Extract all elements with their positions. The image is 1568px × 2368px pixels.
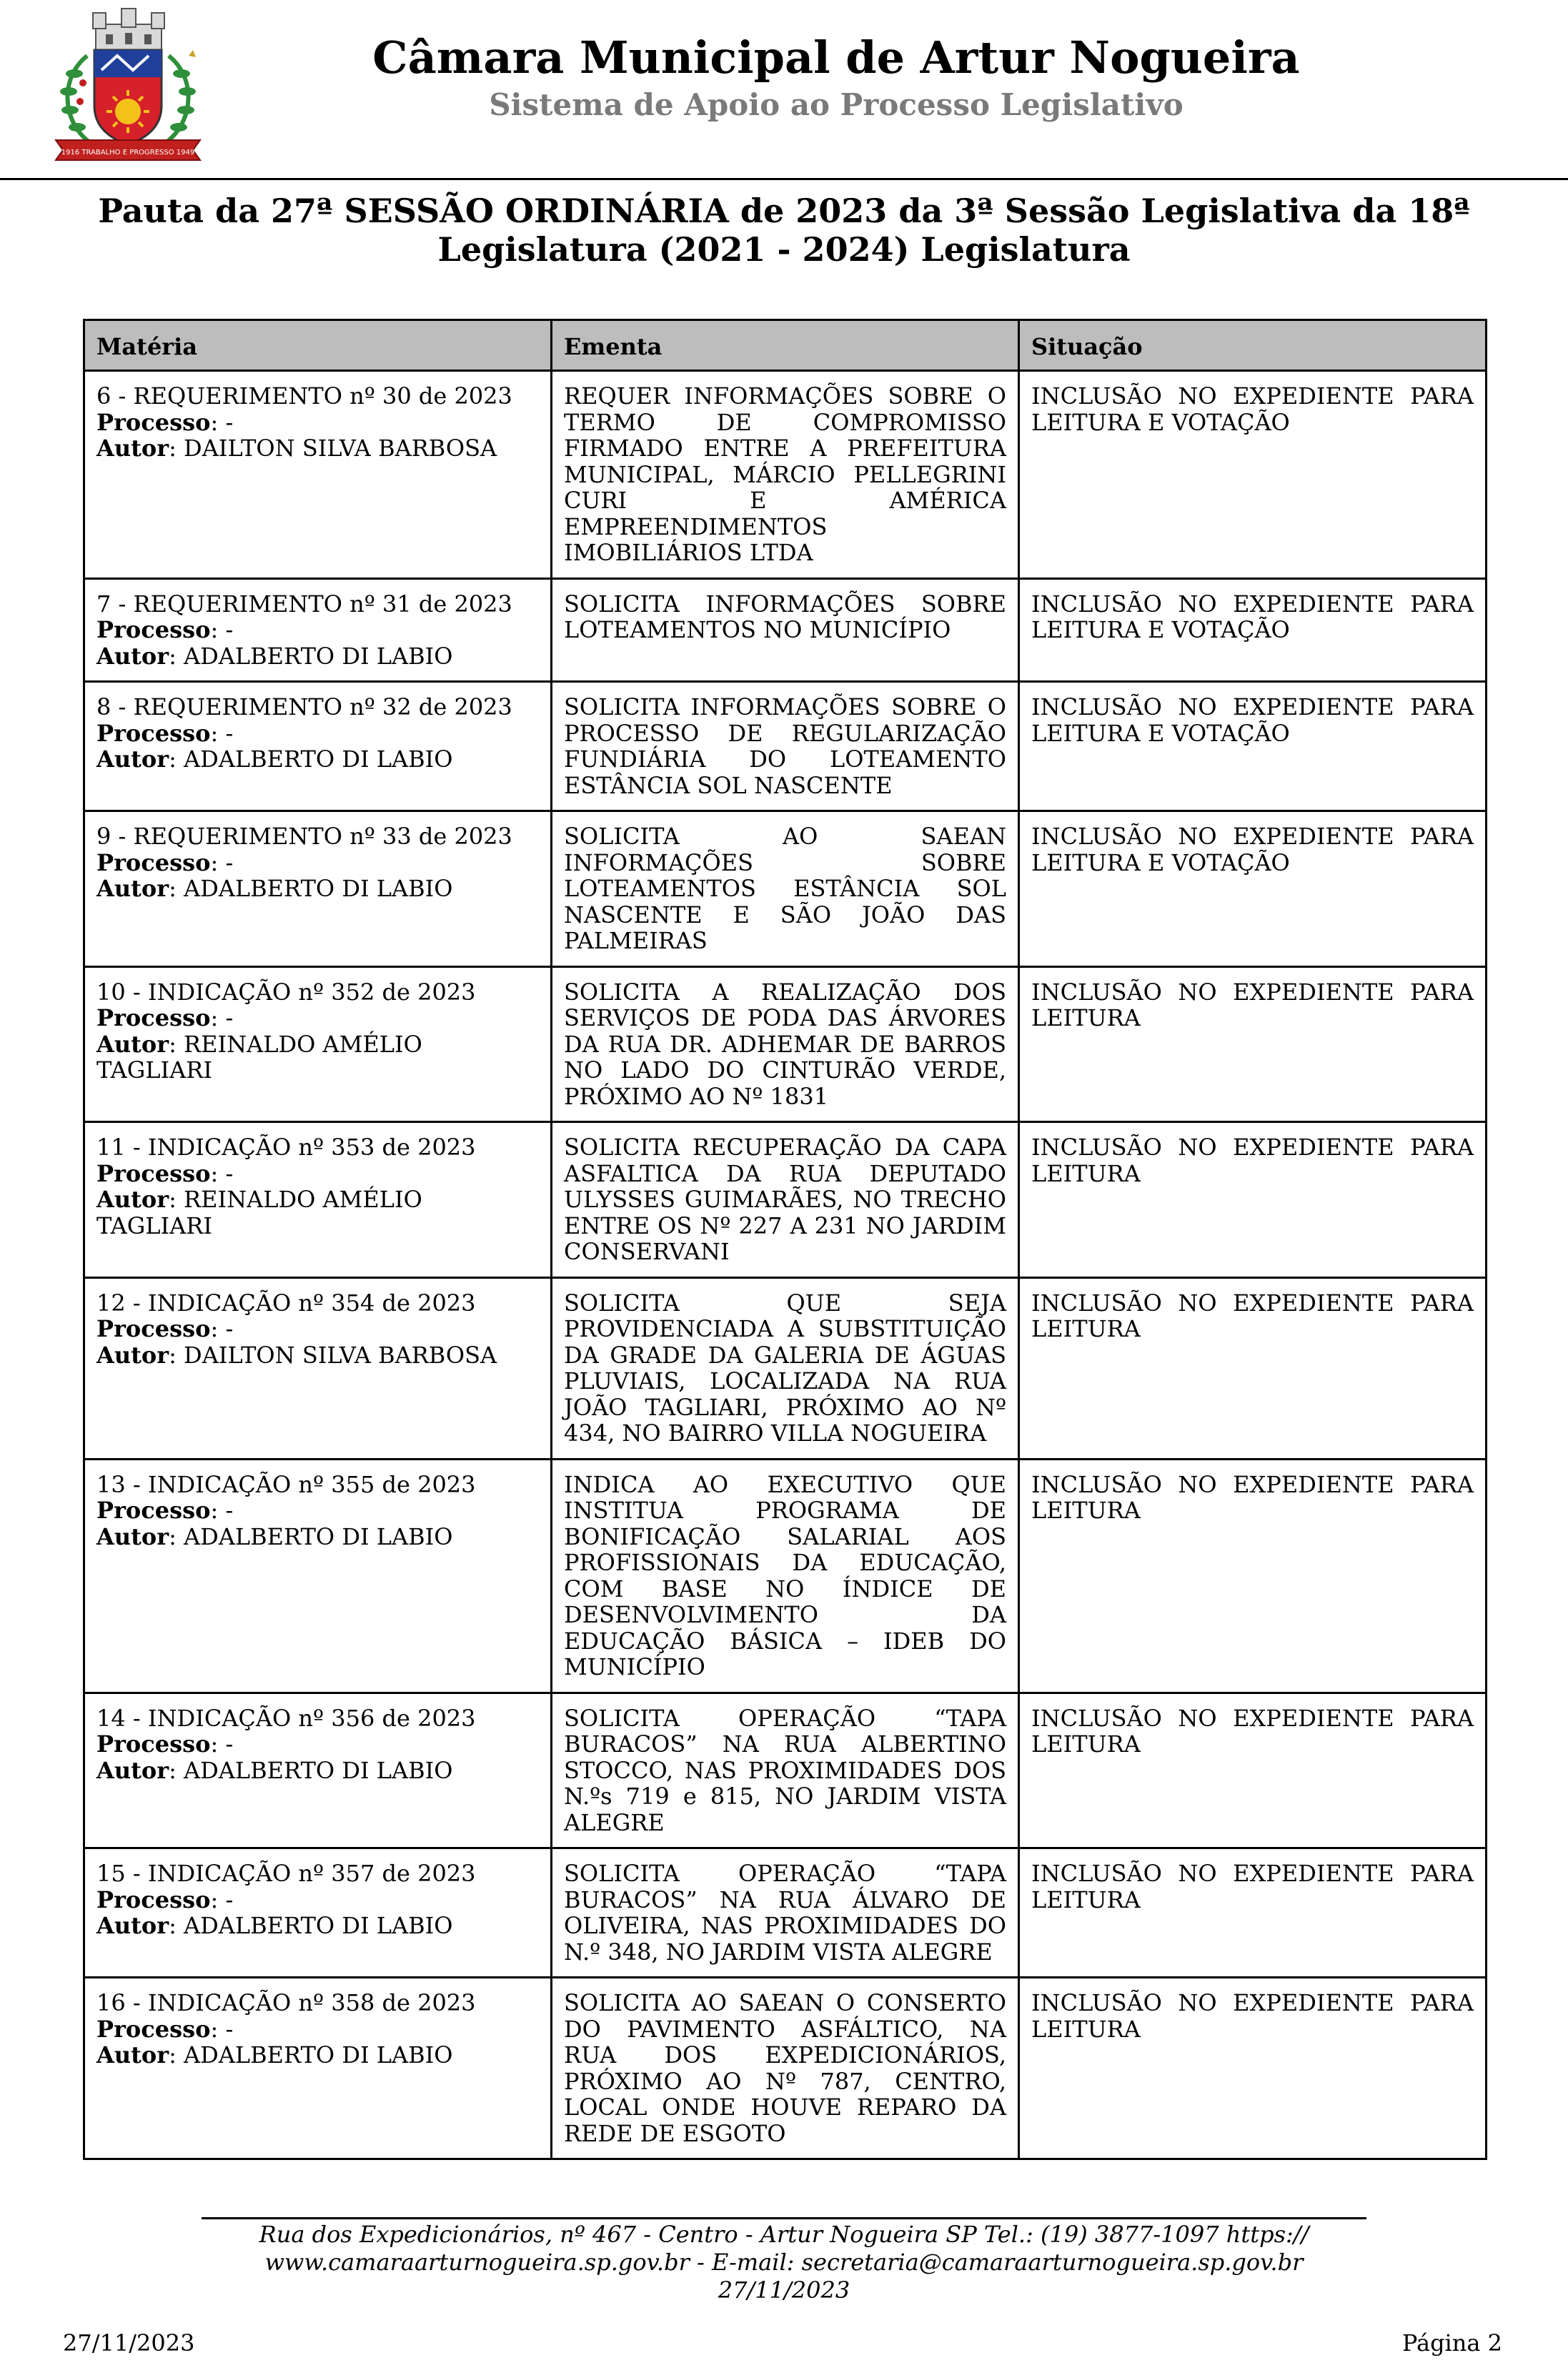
ementa-cell: SOLICITA INFORMAÇÕES SOBRE LOTEAMENTOS NO MUNICÍPIO [552,578,1019,682]
autor-value: : REINALDO AMÉLIO TAGLIARI [96,1030,422,1084]
situacao-cell: INCLUSÃO NO EXPEDIENTE PARA LEITURA E VOTAÇÃO [1019,811,1487,967]
autor-line [96,876,539,902]
processo-line [96,850,539,876]
table-row [84,578,1487,682]
processo-line [96,1316,539,1342]
ementa-cell: SOLICITA QUE SEJA PROVIDENCIADA A SUBSTITUIÇÃO DA GRADE DA GALERIA DE ÁGUAS PLUVIAIS, LOCALIZADA NA RUA JOÃO TAGLIARI, PRÓXIMO AO Nº 434, NO BAIRRO VILLA NOGUEIRA [552,1277,1019,1459]
footer-address: Rua dos Expedicionários, nº 467 - Centro - Artur Nogueira SP Tel.: (19) 3877-1097 https:// [259,2221,1309,2248]
materia-title: 7 - REQUERIMENTO nº 31 de 2023 [96,590,512,618]
materia-title: 12 - INDICAÇÃO nº 354 de 2023 [96,1289,476,1317]
laurel-branch-right-icon [167,50,196,142]
processo-label: Processo [96,1159,211,1187]
materia-cell [84,1693,552,1848]
laurel-branch-left-icon [60,56,89,142]
materia-cell [84,578,552,682]
processo-label: Processo [96,1886,211,1913]
autor-value: : ADALBERTO DI LABIO [169,745,453,773]
table-row [84,1848,1487,1978]
ementa-cell: SOLICITA INFORMAÇÕES SOBRE O PROCESSO DE REGULARIZAÇÃO FUNDIÁRIA DO LOTEAMENTO ESTÂNCIA SOL NASCENTE [552,682,1019,811]
processo-line [96,1005,539,1031]
materia-cell [84,1459,552,1693]
materia-title: 6 - REQUERIMENTO nº 30 de 2023 [96,382,512,410]
agenda-table-body [84,371,1487,2159]
situacao-cell: INCLUSÃO NO EXPEDIENTE PARA LEITURA [1019,966,1487,1122]
autor-label: Autor [96,1522,169,1550]
situacao-cell: INCLUSÃO NO EXPEDIENTE PARA LEITURA E VOTAÇÃO [1019,682,1487,811]
processo-value: : - [210,1315,234,1342]
autor-value: : ADALBERTO DI LABIO [169,1522,453,1550]
footer-date: 27/11/2023 [718,2277,850,2304]
autor-line [96,435,539,462]
processo-label: Processo [96,1315,211,1342]
processo-value: : - [210,848,234,876]
materia-cell [84,682,552,811]
shield-icon [94,50,162,144]
footer-contact: www.camaraarturnogueira.sp.gov.br - E-mail: secretaria@camaraarturnogueira.sp.gov.br [264,2249,1304,2276]
print-date: 27/11/2023 [63,2329,195,2357]
organization-subtitle: Sistema de Apoio ao Processo Legislativo [489,87,1184,122]
processo-label: Processo [96,616,211,643]
autor-line [96,1524,539,1550]
materia-cell [84,1978,552,2159]
processo-value: : - [210,1159,234,1187]
situacao-cell: INCLUSÃO NO EXPEDIENTE PARA LEITURA E VOTAÇÃO [1019,371,1487,579]
motto-text: 1916 TRABALHO E PROGRESSO 1949 [61,149,195,157]
autor-label: Autor [96,1756,169,1784]
autor-line [96,1913,539,1939]
processo-value: : - [210,719,234,747]
processo-value: : - [210,1886,234,1913]
processo-value: : - [210,1497,234,1524]
situacao-cell: INCLUSÃO NO EXPEDIENTE PARA LEITURA [1019,1277,1487,1459]
table-row [84,1459,1487,1693]
autor-line [96,1342,539,1369]
processo-line [96,1887,539,1913]
situacao-cell: INCLUSÃO NO EXPEDIENTE PARA LEITURA [1019,1459,1487,1693]
column-header-materia: Matéria [84,320,552,371]
autor-line [96,2042,539,2069]
situacao-cell: INCLUSÃO NO EXPEDIENTE PARA LEITURA [1019,1122,1487,1278]
table-row [84,371,1487,579]
situacao-cell: INCLUSÃO NO EXPEDIENTE PARA LEITURA [1019,1848,1487,1978]
autor-value: : ADALBERTO DI LABIO [169,875,453,902]
situacao-cell: INCLUSÃO NO EXPEDIENTE PARA LEITURA [1019,1693,1487,1848]
processo-line [96,410,539,436]
materia-title: 10 - INDICAÇÃO nº 352 de 2023 [96,978,476,1006]
materia-title: 14 - INDICAÇÃO nº 356 de 2023 [96,1704,476,1732]
situacao-cell: INCLUSÃO NO EXPEDIENTE PARA LEITURA E VOTAÇÃO [1019,578,1487,682]
autor-line [96,1187,539,1239]
materia-title: 8 - REQUERIMENTO nº 32 de 2023 [96,693,512,720]
autor-label: Autor [96,435,169,462]
processo-line [96,1497,539,1524]
materia-cell [84,811,552,967]
table-row [84,966,1487,1122]
processo-value: : - [210,616,234,643]
mural-crown-icon [93,9,164,50]
materia-title: 13 - INDICAÇÃO nº 355 de 2023 [96,1470,476,1498]
materia-cell [84,1122,552,1278]
ementa-cell: INDICA AO EXECUTIVO QUE INSTITUA PROGRAMA DE BONIFICAÇÃO SALARIAL AOS PROFISSIONAIS DA EDUCAÇÃO, COM BASE NO ÍNDICE DE DESENVOLVIMENTO DA EDUCAÇÃO BÁSICA – IDEB DO MUNICÍPIO [552,1459,1019,1693]
ementa-cell: SOLICITA AO SAEAN O CONSERTO DO PAVIMENTO ASFÁLTICO, NA RUA DOS EXPEDICIONÁRIOS, PRÓXIMO AO Nº 787, CENTRO, LOCAL ONDE HOUVE REPARO DA REDE DE ESGOTO [552,1978,1019,2159]
page-footer [202,2217,1366,2304]
column-header-ementa: Ementa [552,320,1019,371]
autor-label: Autor [96,1186,169,1213]
autor-label: Autor [96,875,169,902]
agenda-title: Pauta da 27ª SESSÃO ORDINÁRIA de 2023 da 3ª Sessão Legislativa da 18ª Legislatura (2021 - 2024) Legislatura [98,192,1470,269]
processo-label: Processo [96,719,211,747]
processo-label: Processo [96,1004,211,1031]
ementa-cell: SOLICITA A REALIZAÇÃO DOS SERVIÇOS DE PODA DAS ÁRVORES DA RUA DR. ADHEMAR DE BARROS NO LADO DO CINTURÃO VERDE, PRÓXIMO AO Nº 1831 [552,966,1019,1122]
table-row [84,1122,1487,1278]
processo-label: Processo [96,848,211,876]
header-titles [272,30,1401,124]
autor-value: : ADALBERTO DI LABIO [169,1912,453,1939]
autor-value: : DAILTON SILVA BARBOSA [169,435,497,462]
processo-line [96,1731,539,1758]
materia-cell [84,966,552,1122]
situacao-cell: INCLUSÃO NO EXPEDIENTE PARA LEITURA [1019,1978,1487,2159]
processo-value: : - [210,1004,234,1031]
processo-label: Processo [96,408,211,436]
autor-line [96,1031,539,1084]
ementa-cell: SOLICITA OPERAÇÃO “TAPA BURACOS” NA RUA ÁLVARO DE OLIVEIRA, NAS PROXIMIDADES DO N.º 348, NO JARDIM VISTA ALEGRE [552,1848,1019,1978]
processo-label: Processo [96,2015,211,2043]
processo-value: : - [210,408,234,436]
materia-cell [84,371,552,579]
autor-line [96,643,539,670]
materia-title: 15 - INDICAÇÃO nº 357 de 2023 [96,1860,476,1887]
table-row [84,811,1487,967]
materia-cell [84,1848,552,1978]
page-number: Página 2 [1401,2329,1502,2357]
autor-value: : DAILTON SILVA BARBOSA [169,1341,497,1369]
autor-label: Autor [96,642,169,670]
processo-value: : - [210,2015,234,2043]
table-row [84,1978,1487,2159]
autor-line [96,746,539,773]
processo-line [96,1161,539,1187]
processo-label: Processo [96,1730,211,1758]
motto-ribbon [56,140,200,160]
table-header-row [84,320,1487,371]
processo-line [96,617,539,643]
materia-title: 11 - INDICAÇÃO nº 353 de 2023 [96,1134,476,1161]
processo-label: Processo [96,1497,211,1524]
page-header [0,0,1568,180]
ementa-cell: SOLICITA RECUPERAÇÃO DA CAPA ASFALTICA DA RUA DEPUTADO ULYSSES GUIMARÃES, NO TRECHO ENTRE OS Nº 227 A 231 NO JARDIM CONSERVANI [552,1122,1019,1278]
autor-label: Autor [96,1030,169,1058]
autor-value: : REINALDO AMÉLIO TAGLIARI [96,1186,422,1239]
materia-title: 16 - INDICAÇÃO nº 358 de 2023 [96,1989,476,2016]
autor-label: Autor [96,1912,169,1939]
autor-value: : ADALBERTO DI LABIO [169,642,453,670]
ementa-cell: REQUER INFORMAÇÕES SOBRE O TERMO DE COMPROMISSO FIRMADO ENTRE A PREFEITURA MUNICIPAL, MÁRCIO PELLEGRINI CURI E AMÉRICA EMPREENDIMENTOS IMOBILIÁRIOS LTDA [552,371,1019,579]
coat-of-arms-logo [46,6,210,164]
processo-line [96,2016,539,2043]
autor-value: : ADALBERTO DI LABIO [169,1756,453,1784]
table-row [84,682,1487,811]
autor-label: Autor [96,1341,169,1369]
autor-line [96,1758,539,1784]
autor-label: Autor [96,745,169,773]
organization-name: Câmara Municipal de Artur Nogueira [372,31,1300,84]
agenda-table [83,319,1487,2160]
materia-title: 9 - REQUERIMENTO nº 33 de 2023 [96,823,512,850]
processo-line [96,720,539,747]
processo-value: : - [210,1730,234,1758]
ementa-cell: SOLICITA OPERAÇÃO “TAPA BURACOS” NA RUA ALBERTINO STOCCO, NAS PROXIMIDADES DOS N.ºs 719 e 815, NO JARDIM VISTA ALEGRE [552,1693,1019,1848]
column-header-situacao: Situação [1019,320,1487,371]
autor-label: Autor [96,2041,169,2069]
table-row [84,1693,1487,1848]
ementa-cell: SOLICITA AO SAEAN INFORMAÇÕES SOBRE LOTEAMENTOS ESTÂNCIA SOL NASCENTE E SÃO JOÃO DAS PALMEIRAS [552,811,1019,967]
table-row [84,1277,1487,1459]
materia-cell [84,1277,552,1459]
autor-value: : ADALBERTO DI LABIO [169,2041,453,2069]
